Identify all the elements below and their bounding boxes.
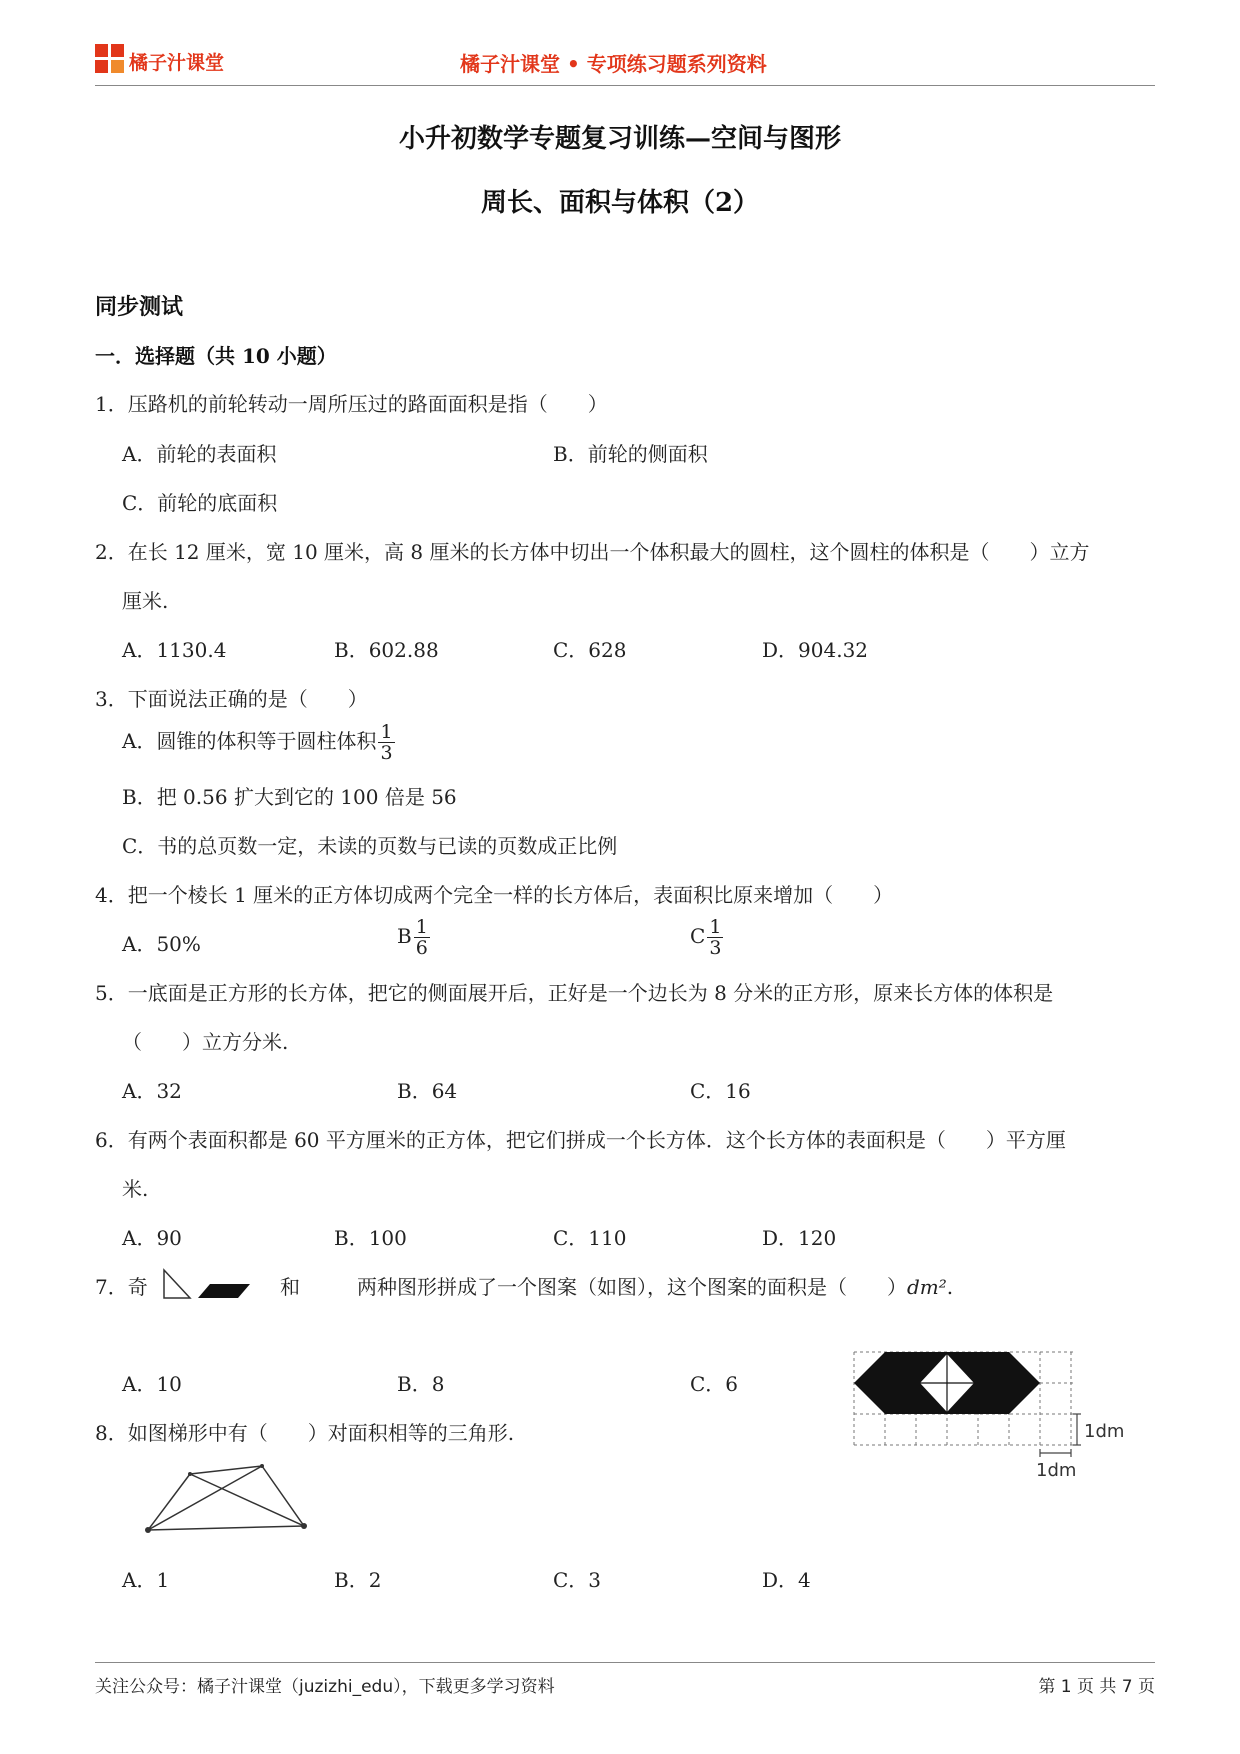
fraction-denominator: 3 bbox=[709, 937, 722, 959]
q6-option-d: D．120 bbox=[762, 1226, 837, 1250]
q4-option-b-letter: B bbox=[397, 924, 412, 948]
logo-icon bbox=[95, 44, 125, 74]
q5-option-a: A．32 bbox=[122, 1079, 182, 1103]
q3-option-c: C．书的总页数一定，未读的页数与已读的页数成正比例 bbox=[122, 834, 618, 858]
q1-option-a: A．前轮的表面积 bbox=[122, 442, 277, 466]
page-title: 小升初数学专题复习训练—空间与图形 bbox=[398, 124, 841, 154]
fraction-numerator: 1 bbox=[380, 721, 393, 743]
fraction-denominator: 3 bbox=[380, 742, 393, 764]
section-heading: 同步测试 bbox=[95, 294, 184, 320]
q7-option-a: A．10 bbox=[122, 1372, 182, 1396]
q7-option-b: B．8 bbox=[397, 1372, 445, 1396]
question-7-prefix: 7．奇 bbox=[95, 1275, 148, 1299]
q1-option-c: C．前轮的底面积 bbox=[122, 491, 278, 515]
question-7-rest: 两种图形拼成了一个图案（如图），这个图案的面积是（ ） bbox=[357, 1275, 907, 1299]
footer-page-number: 第 1 页 共 7 页 bbox=[1038, 1677, 1155, 1697]
page-subtitle: 周长、面积与体积（2） bbox=[480, 188, 760, 218]
grid-height-label: 1dm bbox=[1084, 1421, 1125, 1442]
q8-option-a: A．1 bbox=[122, 1568, 170, 1592]
fraction bbox=[707, 917, 723, 958]
q8-option-b: B．2 bbox=[334, 1568, 382, 1592]
q3-option-b: B．把 0.56 扩大到它的 100 倍是 56 bbox=[122, 785, 457, 809]
question-4: 4．把一个棱长 1 厘米的正方体切成两个完全一样的长方体后，表面积比原来增加（ ） bbox=[95, 883, 894, 907]
q4-option-c-letter: C bbox=[690, 924, 706, 948]
question-2-line2: 厘米. bbox=[122, 589, 169, 613]
footer-follow-text: 关注公众号：橘子汁课堂（juzizhi_edu），下载更多学习资料 bbox=[95, 1677, 555, 1697]
q3-option-a-text: A．圆锥的体积等于圆柱体积 bbox=[122, 729, 377, 753]
q8-option-d: D．4 bbox=[762, 1568, 811, 1592]
question-5-line2: （ ）立方分米. bbox=[122, 1030, 289, 1054]
question-7-and: 和 bbox=[280, 1275, 300, 1299]
q6-option-c: C．110 bbox=[553, 1226, 627, 1250]
logo-text: 橘子汁课堂 bbox=[129, 52, 225, 74]
fraction-denominator: 6 bbox=[415, 937, 428, 959]
q6-option-a: A．90 bbox=[122, 1226, 182, 1250]
part-heading: 一．选择题（共 10 小题） bbox=[95, 344, 337, 368]
question-5-line1: 5．一底面是正方形的长方体，把它的侧面展开后，正好是一个边长为 8 分米的正方形，原来长方体的体积是 bbox=[95, 981, 1054, 1005]
q2-option-b: B．602.88 bbox=[334, 638, 439, 662]
trapezoid-figure bbox=[144, 1458, 314, 1536]
question-8: 8．如图梯形中有（ ）对面积相等的三角形. bbox=[95, 1421, 515, 1445]
fraction-numerator: 1 bbox=[709, 916, 722, 938]
question-7-end: . bbox=[946, 1275, 954, 1299]
q3-option-a bbox=[122, 722, 395, 763]
q8-option-c: C．3 bbox=[553, 1568, 602, 1592]
grid-width-label: 1dm bbox=[1036, 1460, 1077, 1481]
q6-option-b: B．100 bbox=[334, 1226, 407, 1250]
triangle-and-parallelogram-icon bbox=[162, 1266, 252, 1300]
q1-option-b: B．前轮的侧面积 bbox=[553, 442, 708, 466]
question-2-line1: 2．在长 12 厘米，宽 10 厘米，高 8 厘米的长方体中切出一个体积最大的圆柱，这个圆柱的体积是（ ）立方 bbox=[95, 540, 1090, 564]
question-3: 3．下面说法正确的是（ ） bbox=[95, 687, 368, 711]
header-divider bbox=[95, 85, 1155, 86]
fraction-numerator: 1 bbox=[415, 916, 428, 938]
q2-option-c: C．628 bbox=[553, 638, 627, 662]
q2-option-d: D．904.32 bbox=[762, 638, 869, 662]
q4-option-b bbox=[397, 917, 430, 958]
question-7-text bbox=[357, 1271, 953, 1300]
q4-option-a: A．50% bbox=[122, 932, 201, 956]
footer-divider bbox=[95, 1662, 1155, 1663]
q7-option-c: C．6 bbox=[690, 1372, 739, 1396]
question-6-line2: 米. bbox=[122, 1177, 149, 1201]
q4-option-c bbox=[690, 917, 723, 958]
q7-grid-figure bbox=[848, 1340, 1138, 1490]
question-7-unit: dm² bbox=[907, 1275, 947, 1299]
question-6-line1: 6．有两个表面积都是 60 平方厘米的正方体，把它们拼成一个长方体．这个长方体的表面积是（ ）平方厘 bbox=[95, 1128, 1066, 1152]
q5-option-b: B．64 bbox=[397, 1079, 458, 1103]
question-1: 1．压路机的前轮转动一周所压过的路面面积是指（ ） bbox=[95, 392, 608, 416]
fraction bbox=[378, 722, 394, 763]
fraction bbox=[414, 917, 430, 958]
q2-option-a: A．1130.4 bbox=[122, 638, 227, 662]
header-series-title: 橘子汁课堂 • 专项练习题系列资料 bbox=[460, 52, 767, 76]
q5-option-c: C．16 bbox=[690, 1079, 751, 1103]
